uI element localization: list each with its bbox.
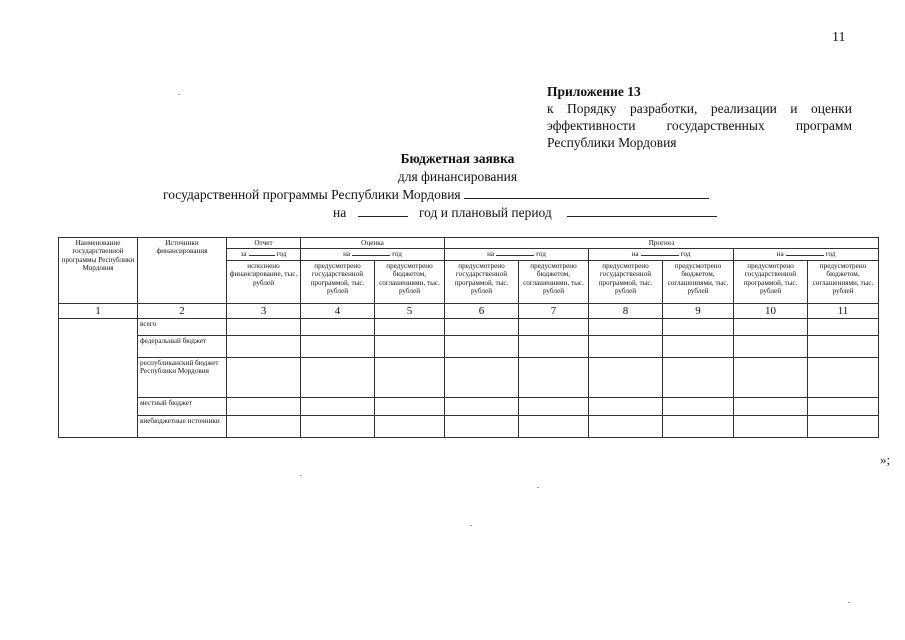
header-sources: Источники финансирования [138,238,227,304]
period-suffix: год и плановый период [418,205,552,220]
column-number: 8 [589,303,663,318]
forecast-p3-prefix: на [776,250,784,259]
column-number: 6 [445,303,519,318]
subheader-forecast2-program: предусмотрено государственной программой, тыс. рублей [589,260,663,303]
table-cell[interactable] [445,397,519,415]
table-cell[interactable] [301,335,375,357]
closing-quote: »; [880,452,891,467]
year-blank[interactable] [358,215,408,217]
table-cell[interactable] [589,397,663,415]
forecast-period-3 [734,249,879,260]
budget-request-table [58,237,879,438]
forecast-period-1 [445,249,589,260]
program-line [0,186,905,204]
table-cell[interactable] [734,335,808,357]
header-estimate [301,238,445,249]
table-cell[interactable] [663,335,734,357]
table-cell[interactable] [663,397,734,415]
table-cell[interactable] [589,415,663,437]
table-cell[interactable] [808,318,879,335]
column-number: 7 [519,303,589,318]
column-number: 1 [59,303,138,318]
scan-speck [848,602,850,603]
table-cell[interactable] [589,335,663,357]
estimate-period-prefix: на [343,250,351,259]
subheader-forecast3-budget: предусмотрено бюджетом, соглашениями, тыс. рублей [808,260,879,303]
forecast-period-2 [589,249,734,260]
subheader-forecast3-program: предусмотрено государственной программой, тыс. рублей [734,260,808,303]
source-row-label: внебюджетные источники [138,415,227,437]
table-cell[interactable] [375,397,445,415]
table-cell[interactable] [519,318,589,335]
planning-period-blank[interactable] [567,215,717,217]
column-number: 9 [663,303,734,318]
header-forecast [445,238,879,249]
table-cell[interactable] [445,357,519,397]
period-prefix: на [333,205,347,220]
scan-speck [178,94,180,95]
program-name-cell[interactable] [59,318,138,437]
page-number: 11 [832,30,846,45]
table-cell[interactable] [734,415,808,437]
forecast-p2-prefix: на [631,250,639,259]
report-label: Отчет [254,239,273,247]
table-cell[interactable] [227,415,301,437]
scan-speck [470,525,472,526]
column-number: 2 [138,303,227,318]
column-number: 5 [375,303,445,318]
column-number: 4 [301,303,375,318]
forecast-p1-suffix: год [536,250,546,259]
forecast-p1-prefix: на [487,250,495,259]
table-cell[interactable] [301,415,375,437]
column-number: 3 [227,303,301,318]
table-cell[interactable] [227,335,301,357]
table-cell[interactable] [734,397,808,415]
table-cell[interactable] [445,415,519,437]
report-period-prefix: за [240,250,247,259]
scan-speck [537,487,539,488]
table-cell[interactable] [589,318,663,335]
forecast-p3-suffix: год [825,250,836,259]
source-row-label: федеральный бюджет [138,335,227,357]
header-program-name: Наименование государственной программы Республики Мордовия [59,238,138,304]
table-cell[interactable] [227,357,301,397]
header-report [227,238,301,249]
table-cell[interactable] [808,335,879,357]
subheader-forecast1-program: предусмотрено государственной программой, тыс. рублей [445,260,519,303]
table-cell[interactable] [445,318,519,335]
forecast-year2-blank[interactable] [641,254,679,256]
table-cell[interactable] [663,357,734,397]
table-cell[interactable] [301,318,375,335]
appendix-header [547,83,852,151]
table-cell[interactable] [375,335,445,357]
table-cell[interactable] [734,357,808,397]
estimate-period [301,249,445,260]
table-cell[interactable] [589,357,663,397]
column-number: 11 [808,303,879,318]
period-line [0,204,905,222]
table-cell[interactable] [734,318,808,335]
table-cell[interactable] [227,397,301,415]
table-cell[interactable] [227,318,301,335]
form-subtitle: для финансирования [397,169,518,184]
report-period [227,249,301,260]
form-title-block [0,150,905,222]
table-cell[interactable] [375,415,445,437]
subheader-forecast1-budget: предусмотрено бюджетом, соглашениями, тыс. рублей [519,260,589,303]
estimate-label: Оценка [361,239,384,247]
appendix-line-1: к Порядку разработки, реализации и оценки [547,101,852,116]
subheader-report-executed: исполнено финансирование, тыс. рублей [227,260,301,303]
column-number: 10 [734,303,808,318]
table-cell[interactable] [808,415,879,437]
report-period-suffix: год [276,250,287,259]
forecast-label: Прогноз [648,239,675,247]
source-row-label: всего [138,318,227,335]
source-row-label: местный бюджет [138,397,227,415]
table-cell[interactable] [375,357,445,397]
subheader-estimate-program: предусмотрено государственной программой, тыс. рублей [301,260,375,303]
appendix-line-3: Республики Мордовия [547,135,677,150]
forecast-year3-blank[interactable] [786,254,824,256]
table-cell[interactable] [301,397,375,415]
report-year-blank[interactable] [249,254,275,256]
estimate-period-suffix: год [392,250,402,259]
table-cell[interactable] [301,357,375,397]
table-cell[interactable] [519,357,589,397]
source-row-label: республиканский бюджет Республики Мордовия [138,357,227,397]
program-name-blank[interactable] [464,197,709,199]
appendix-line-2: эффективности государственных программ [547,118,852,133]
table-cell[interactable] [663,318,734,335]
table-cell[interactable] [519,397,589,415]
table-cell[interactable] [519,415,589,437]
table-cell[interactable] [375,318,445,335]
program-line-text: государственной программы Республики Мордовия [163,187,461,202]
table-cell[interactable] [808,357,879,397]
estimate-year-blank[interactable] [352,254,390,256]
table-cell[interactable] [663,415,734,437]
subheader-estimate-budget: предусмотрено бюджетом, соглашениями, тыс. рублей [375,260,445,303]
table-cell[interactable] [808,397,879,415]
appendix-title: Приложение 13 [547,84,641,99]
scan-speck [300,475,302,476]
forecast-p2-suffix: год [680,250,691,259]
subheader-forecast2-budget: предусмотрено бюджетом, соглашениями, тыс. рублей [663,260,734,303]
table-cell[interactable] [519,335,589,357]
table-cell[interactable] [445,335,519,357]
forecast-year1-blank[interactable] [496,254,534,256]
form-title: Бюджетная заявка [400,151,515,166]
